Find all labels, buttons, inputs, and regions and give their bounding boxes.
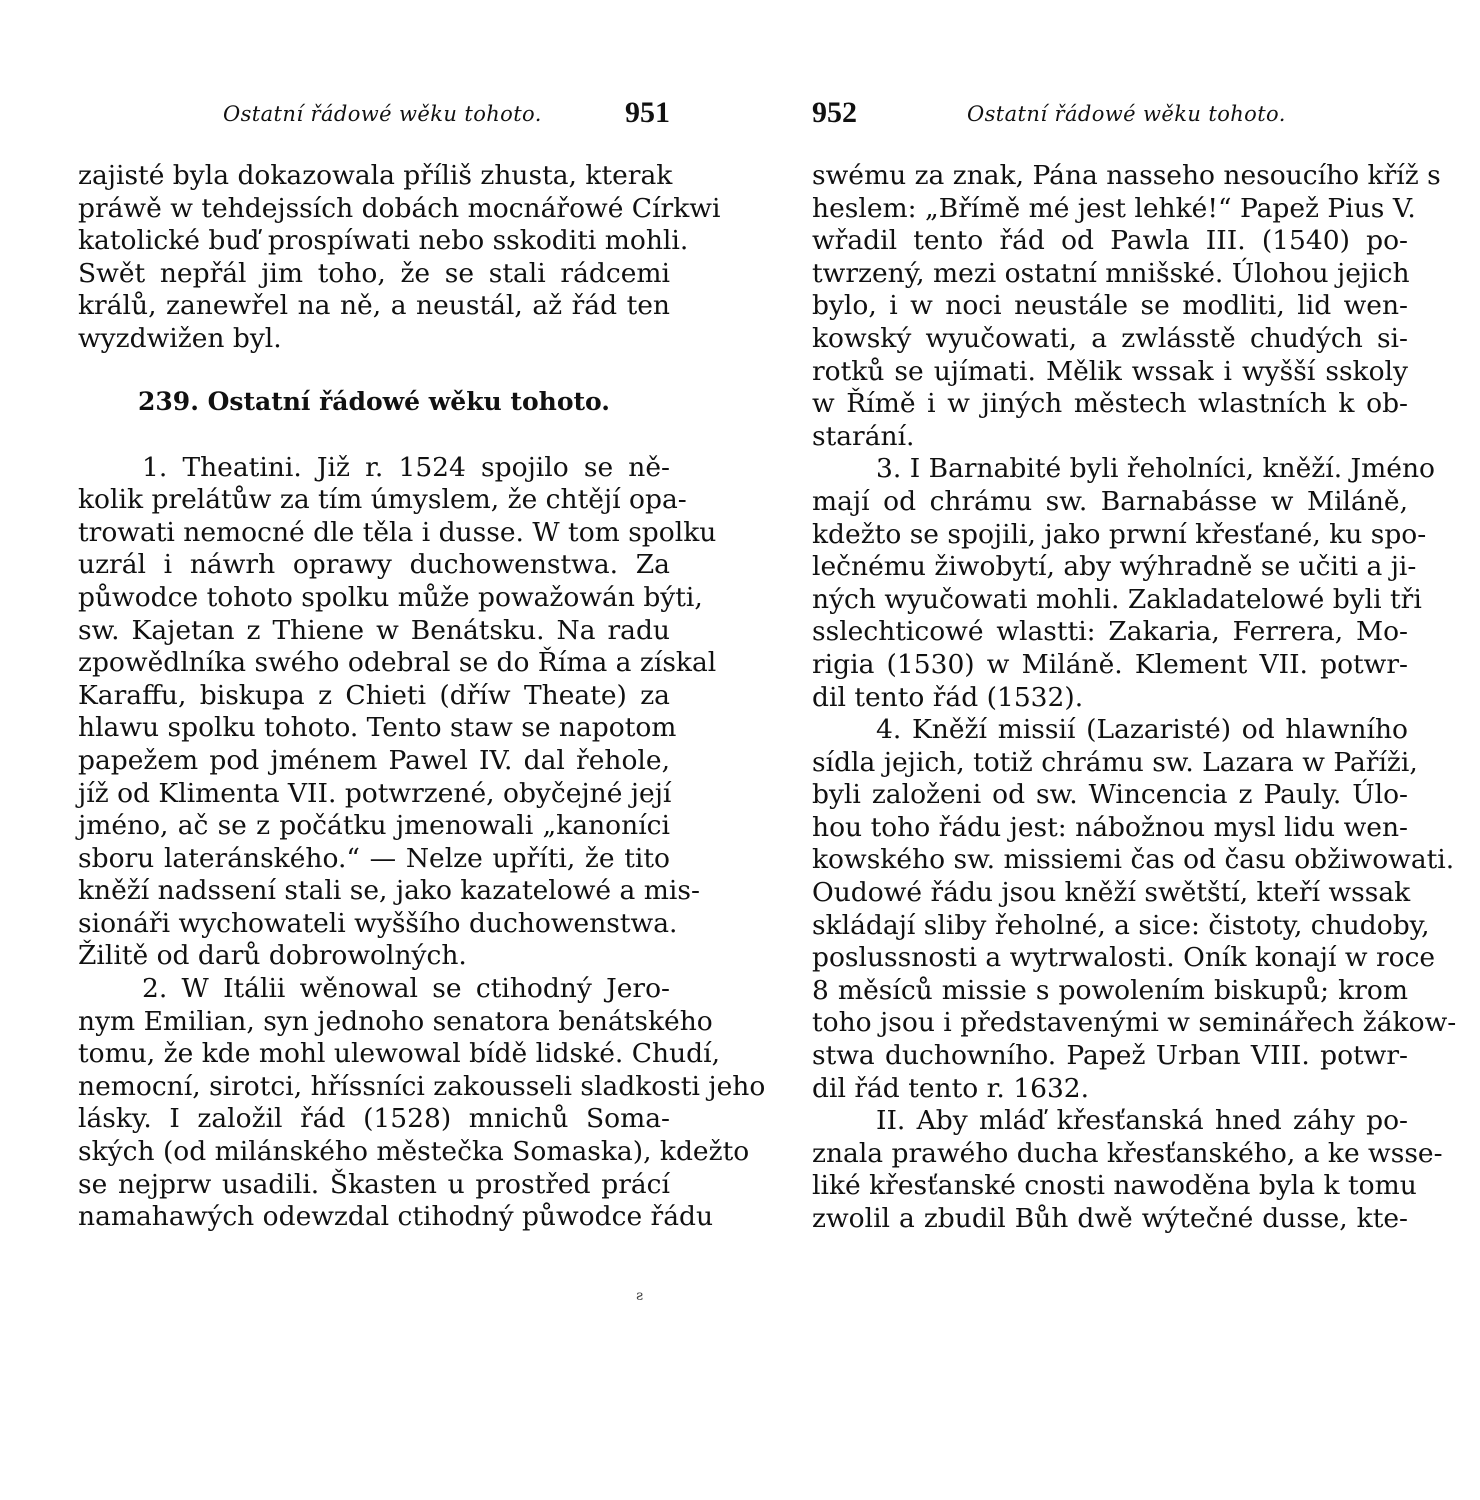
left-running-title: Ostatní řádowé wěku tohoto.: [223, 102, 542, 126]
text-line: katolické buď prospíwati nebo sskoditi mohli.: [78, 225, 689, 257]
text-line: jméno, ač se z počátku jmenowali „kanoníci: [78, 810, 670, 842]
text-line: wřadil tento řád od Pawla III. (1540) po-: [812, 225, 1408, 257]
right-body-text: [812, 160, 1457, 1236]
text-line: Oudowé řádu jsou kněží swětští, kteří wssak: [812, 877, 1411, 909]
text-line: kowského sw. missiemi čas od času obžiwowati.: [812, 844, 1455, 876]
text-line: twrzený, mezi ostatní mnišské. Úlohou jejich: [812, 257, 1410, 289]
text-line: starání.: [812, 420, 915, 452]
text-line: tomu, že kde mohl ulewowal bídě lidské. Chudí,: [78, 1038, 721, 1070]
text-line: hlawu spolku tohoto. Tento staw se napotom: [78, 712, 677, 744]
text-line: rotků se ujímati. Mělik wssak i wyšší sskoly: [812, 355, 1408, 387]
text-line: jíž od Klimenta VII. potwrzené, obyčejné její: [78, 777, 672, 809]
text-line: Karaffu, biskupa z Chieti (dříw Theate) za: [78, 679, 670, 711]
text-line: papežem pod jménem Pawel IV. dal řehole,: [78, 744, 670, 776]
left-page: [78, 0, 766, 1500]
text-line: zajisté byla dokazowala příliš zhusta, kterak: [78, 160, 673, 191]
text-line: Žilitě od darů dobrowolných.: [78, 940, 467, 972]
left-page-number: 951: [625, 96, 670, 129]
text-line: 8 měsíců missie s powolením biskupů; krom: [812, 974, 1408, 1006]
margin-mark: ƨ: [636, 1288, 644, 1304]
text-line: swému za znak, Pána nasseho nesoucího kříž s: [812, 160, 1441, 191]
text-line: sídla jejich, totiž chrámu sw. Lazara w Paříži,: [812, 746, 1418, 778]
text-line: znala prawého ducha křesťanského, a ke wsse-: [812, 1137, 1443, 1169]
left-running-head: [78, 96, 670, 136]
text-line: trowati nemocné dle těla i dusse. W tom spolku: [78, 516, 717, 548]
right-page: [812, 0, 1457, 1500]
text-line: kolik prelátůw za tím úmyslem, že chtějí opa-: [78, 484, 687, 516]
text-line: wyzdwižen byl.: [78, 322, 282, 354]
text-line: Swět nepřál jim toho, že se stali rádcemi: [78, 257, 670, 289]
text-line: půwodce tohoto spolku může powažowán býti,: [78, 581, 703, 613]
text-line: uzrál i náwrh oprawy duchowenstwa. Za: [78, 549, 670, 581]
section-heading: 239. Ostatní řádowé wěku tohoto.: [138, 386, 610, 416]
text-line: 1. Theatini. Již r. 1524 spojilo se ně-: [142, 451, 670, 483]
text-line: sslechticowé wlastti: Zakaria, Ferrera, Mo-: [812, 616, 1408, 648]
text-line: mají od chrámu sw. Barnabásse w Miláně,: [812, 485, 1408, 517]
text-line: liké křesťanské cnosti nawoděna byla k tomu: [812, 1170, 1417, 1202]
text-line: ských (od milánského městečka Somaska), kdežto: [78, 1136, 750, 1168]
right-section-body: [812, 160, 1457, 1236]
text-line: sw. Kajetan z Thiene w Benátsku. Na radu: [78, 614, 670, 646]
right-running-head: [812, 96, 1408, 136]
text-line: 3. I Barnabité byli řeholníci, kněží. Jméno: [876, 453, 1436, 485]
text-line: rigia (1530) w Miláně. Klement VII. potwr-: [812, 648, 1408, 680]
text-line: dil tento řád (1532).: [812, 681, 1084, 713]
right-page-number: 952: [812, 96, 857, 129]
text-line: zwolil a zbudil Bůh dwě wýtečné dusse, kte-: [812, 1203, 1408, 1234]
text-line: ných wyučowati mohli. Zakladatelowé byli tři: [812, 583, 1422, 615]
text-line: 2. W Itálii wěnowal se ctihodný Jero-: [142, 973, 670, 1005]
text-line: bylo, i w noci neustále se modliti, lid wen-: [812, 290, 1408, 322]
text-line: sboru lateránského.“ — Nelze upříti, že tito: [78, 842, 670, 874]
text-line: byli založeni od sw. Wincencia z Pauly. Úlo-: [812, 779, 1408, 811]
left-paragraph-continuation: [78, 160, 721, 356]
text-line: II. Aby mláď křesťanská hned záhy po-: [876, 1105, 1408, 1137]
text-line: stwa duchowního. Papež Urban VIII. potwr-: [812, 1040, 1408, 1072]
text-line: práwě w tehdejssích dobách mocnářowé Církwi: [78, 192, 721, 224]
text-line: se nejprw usadili. Škasten u prostřed prácí: [78, 1168, 670, 1200]
text-line: kowský wyučowati, a zwlásstě chudých si-: [812, 322, 1408, 354]
text-line: heslem: „Břímě mé jest lehké!“ Papež Pius V.: [812, 192, 1416, 224]
text-line: dil řád tento r. 1632.: [812, 1072, 1090, 1104]
left-section-body: [78, 451, 766, 1234]
text-line: 4. Kněží missií (Lazaristé) od hlawního: [876, 714, 1408, 746]
text-line: lečnému žiwobytí, aby wýhradně se učiti a ji-: [812, 551, 1417, 583]
text-line: kněží nadssení stali se, jako kazatelowé a mis-: [78, 875, 700, 907]
text-line: zpowědlníka swého odebral se do Říma a získal: [78, 647, 717, 679]
text-line: nym Emilian, syn jednoho senatora benátského: [78, 1005, 713, 1037]
text-line: sionáři wychowateli wyššího duchowenstwa.: [78, 907, 678, 939]
left-body-text: [78, 160, 766, 1234]
text-line: králů, zanewřel na ně, a neustál, až řád ten: [78, 290, 670, 322]
text-line: w Římě i w jiných městech wlastních k ob-: [812, 388, 1408, 420]
text-line: hou toho řádu jest: nábožnou mysl lidu wen-: [812, 811, 1408, 843]
text-line: kdežto se spojili, jako prwní křesťané, ku spo-: [812, 518, 1427, 550]
text-line: skládají sliby řeholné, a sice: čistoty, chudoby,: [812, 909, 1430, 941]
text-line: lásky. I založil řád (1528) mnichů Soma-: [78, 1103, 670, 1135]
text-line: nemocní, sirotci, hříssníci zakousseli sladkosti jeho: [78, 1070, 766, 1102]
text-line: toho jsou i představenými w seminářech žákow-: [812, 1007, 1457, 1039]
right-running-title: Ostatní řádowé wěku tohoto.: [967, 102, 1286, 126]
text-line: namahawých odewzdal ctihodný půwodce řádu: [78, 1201, 714, 1233]
text-line: poslussnosti a wytrwalosti. Oník konají w roce: [812, 942, 1436, 974]
